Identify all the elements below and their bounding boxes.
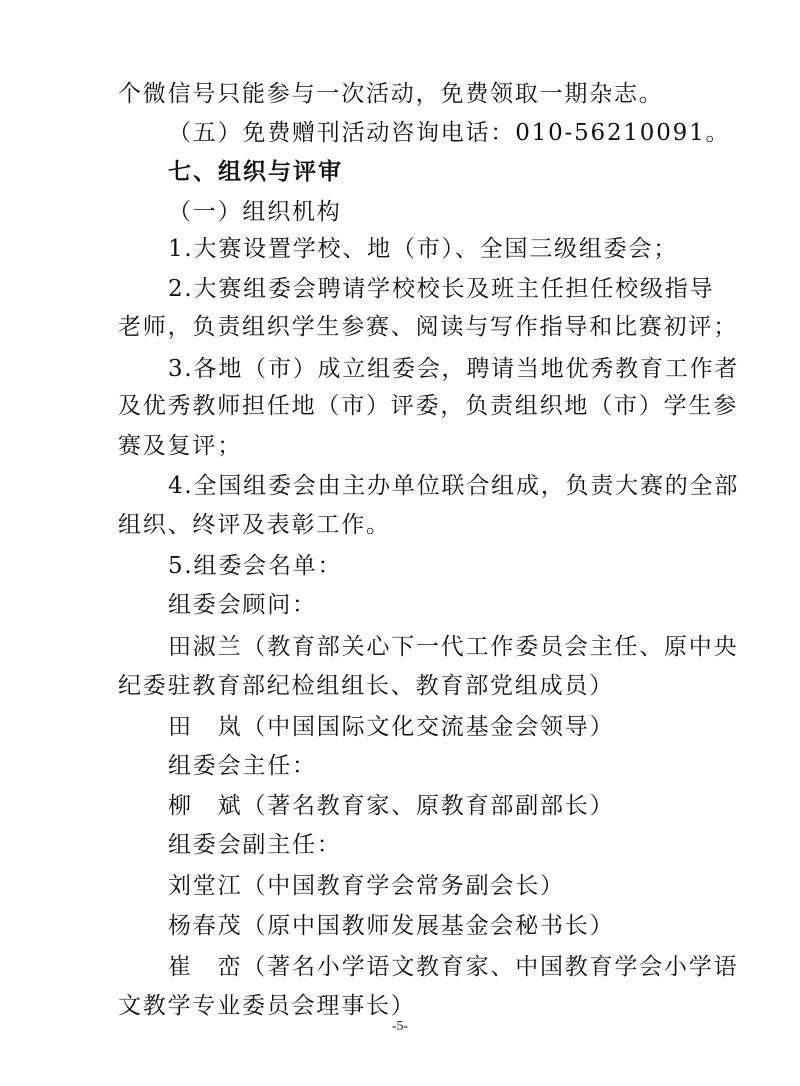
paragraph-line: 赛及复评； [118,433,242,459]
paragraph-line: 5.组委会名单： [168,553,343,579]
paragraph-line: 及优秀教师担任地（市）评委，负责组织地（市）学生参 [118,393,738,419]
paragraph-line: （五）免费赠刊活动咨询电话：010-56210091。 [168,120,731,146]
subsection-heading: （一）组织机构 [168,199,342,225]
committee-member: 田 岚（中国国际文化交流基金会领导） [168,714,615,740]
paragraph-line: 组织、终评及表彰工作。 [118,512,391,538]
paragraph-line: 3.各地（市）成立组委会，聘请当地优秀教育工作者 [168,356,740,382]
page-number: -5- [391,1019,409,1034]
committee-role-label: 组委会顾问： [168,592,317,618]
paragraph-line: 老师，负责组织学生参赛、阅读与写作指导和比赛初评； [118,314,738,340]
committee-member-continued: 纪委驻教育部纪检组组长、教育部党组成员） [118,673,614,699]
committee-member-continued: 文教学专业委员会理事长） [118,993,416,1019]
paragraph-line: 4.全国组委会由主办单位联合组成，负责大赛的全部 [168,473,740,499]
section-heading: 七、组织与评审 [168,158,343,185]
committee-role-label: 组委会副主任： [168,832,342,858]
paragraph-line: 1.大赛设置学校、地（市）、全国三级组委会； [168,236,679,262]
committee-member: 柳 斌（著名教育家、原教育部副部长） [168,793,615,819]
committee-member: 杨春茂（原中国教师发展基金会秘书长） [168,913,615,939]
committee-member: 田淑兰（教育部关心下一代工作委员会主任、原中央 [168,634,739,660]
paragraph-line: 个微信号只能参与一次活动，免费领取一期杂志。 [118,81,664,107]
paragraph-line: 2.大赛组委会聘请学校校长及班主任担任校级指导 [168,276,715,302]
committee-role-label: 组委会主任： [168,753,317,779]
committee-member: 崔 峦（著名小学语文教育家、中国教育学会小学语 [168,954,739,980]
committee-member: 刘堂江（中国教育学会常务副会长） [168,873,565,899]
